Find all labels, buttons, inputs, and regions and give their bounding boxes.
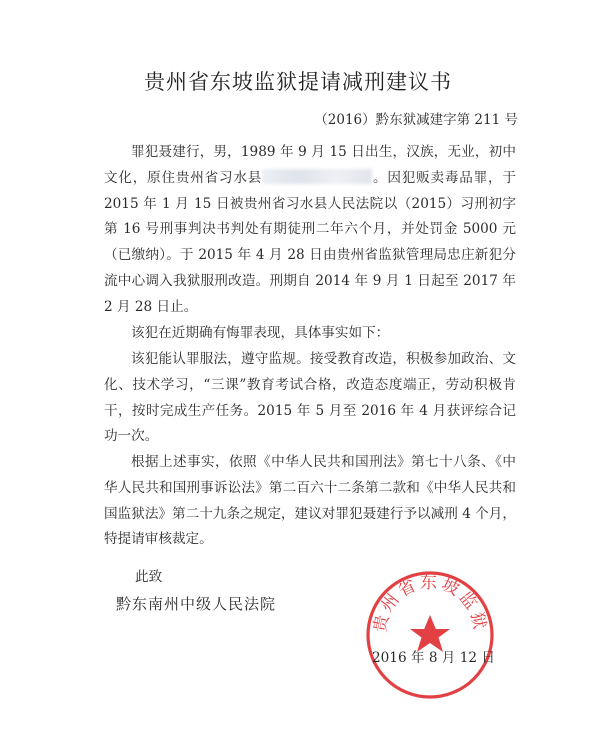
- svg-text:贵州省东坡监狱: 贵州省东坡监狱: [370, 573, 490, 635]
- paragraph-behavior: 该犯能认罪服法，遵守监规。接受教育改造，积极参加政治、文化、技术学习，“三课”教育考试合格，改造态度端正，劳动积极肯干，按时完成生产任务。2015 年 5 月至 2016 年 4 月获评综合记功一次。: [104, 351, 516, 445]
- paragraph-criminal-info: [104, 140, 516, 321]
- paragraph-intro: 该犯在近期确有悔罪表现，具体事实如下：: [131, 325, 390, 341]
- recipient-court: 黔东南州中级人民法院: [116, 595, 277, 613]
- official-seal: [363, 568, 497, 702]
- redacted-address: [262, 169, 372, 184]
- criminal-info-text-b: 。因犯贩卖毒品罪，于 2015 年 1 月 15 日被贵州省习水县人民法院以（2015）习刑初字第 16 号刑事判决书判处有期徒刑二年六个月，并处罚金 5000 元（已缴纳）。于 2015 年 4 月 28 日由贵州省监狱管理局忠庄新犯分流中心调入我狱服刑改造。刑期自 2014 年 9 月 1 日起至 2017 年 2 月 28 日止。: [104, 169, 517, 315]
- criminal-info-text-a: 罪犯聂建行，男，1989 年 9 月 15 日出生，汉族，无业，初中文化，原住贵州省习水县: [104, 144, 516, 186]
- document-number: （2016）黔东狱减建字第 211 号: [314, 112, 518, 128]
- document-date: 2016 年 8 月 12 日: [372, 650, 495, 666]
- document-title: 贵州省东坡监狱提请减刑建议书: [144, 70, 452, 94]
- paragraph-recommendation: 根据上述事实，依照《中华人民共和国刑法》第七十八条、《中华人民共和国刑事诉讼法》第二百六十二条第二款和《中华人民共和国监狱法》第二十九条之规定，建议对罪犯聂建行予以减刑 4 个月，特提请审核裁定。: [104, 454, 516, 548]
- closing-salutation: 此致: [135, 569, 163, 585]
